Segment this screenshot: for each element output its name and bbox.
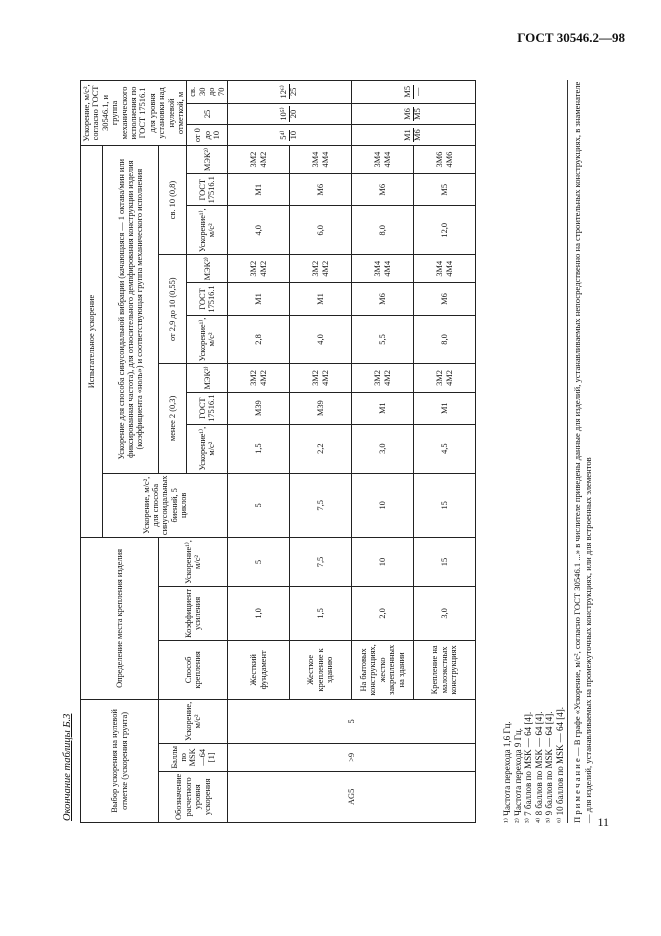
cell-m3	[352, 145, 414, 173]
footnote: ⁴⁾ 8 баллов по MSK — 64 [4].	[533, 711, 544, 823]
header-right-range-2: 25	[187, 103, 228, 125]
cell-msk: >9	[228, 743, 476, 771]
header-msk: Баллы по MSK—64 [1]	[159, 743, 228, 771]
cell-m3b: 4М6	[444, 151, 454, 168]
cell-m1	[228, 364, 290, 392]
fraction-num: М6	[403, 108, 413, 120]
cell-a3: 4,0	[228, 206, 290, 255]
cell-m3b: 4М2	[258, 151, 268, 168]
cell-g1: М39	[228, 392, 290, 424]
footnote: ⁶⁾ 10 баллов по MSK — 64 [4].	[554, 706, 565, 823]
cell-m1	[414, 364, 476, 392]
header-accel-ground: Ускорение, м/с²	[159, 699, 228, 743]
cell-acc: 15	[414, 538, 476, 587]
cell-m1b: 4М2	[382, 370, 392, 386]
cell-acc: 7,5	[290, 538, 352, 587]
header-sine-method: Ускорение для способа синусоидальной вибрации (качающаяся — 1 октава/мин или фиксированная частота), для относительного демпфирования конструкции изделия (коэффициента «ноль») и соответствующая группа механического исполнения	[103, 145, 159, 473]
header-gain: Коэффициент усиления	[159, 586, 228, 640]
cell-gain: 1,0	[228, 586, 290, 640]
header-range-1: менее 2 (0,3)	[159, 364, 187, 473]
cell-acc: 10	[352, 538, 414, 587]
cell-m3a: 3М6	[435, 151, 445, 168]
sub-accel: Ускорение¹⁾, м/с²	[187, 315, 228, 364]
sub-accel: Ускорение¹⁾, м/с²	[187, 424, 228, 473]
cell-m2a: 3М4	[373, 260, 383, 277]
cell-m2b: 4М2	[320, 260, 330, 277]
footnote: ¹⁾ Частота перехода 1,6 Гц.	[502, 721, 512, 823]
cell-m2	[290, 255, 352, 283]
page-number: 11	[597, 815, 609, 829]
cell-g3: М6	[352, 174, 414, 206]
cell-m3a: 3М4	[311, 151, 321, 168]
cell-m2b: 4М4	[382, 260, 392, 277]
footnote: ³⁾ 7 баллов по MSK — 64 [4].	[523, 711, 533, 823]
cell-acc: 5	[228, 538, 290, 587]
cell-g3: М1	[228, 174, 290, 206]
cell-beats: 7,5	[290, 473, 352, 538]
cell-m1a: 3М2	[435, 370, 445, 386]
cell-gain: 3,0	[414, 586, 476, 640]
header-right: Ускорение, м/с², согласно ГОСТ 30546.1, и группа механического исполнения по ГОСТ 17516.1 для уровня установки над нулевой отметкой, м	[81, 81, 187, 146]
table-note: П р и м е ч а н и е — В графе «Ускорение, м/с², согласно ГОСТ 30546.1 ...» в числителе приведены данные для изделий, устанавливаемых непосредственно на строительных конструкциях, в знаменателе — для изделий, устанавливаемых на промежуточных конструкциях, или для встроенных элементов	[572, 81, 593, 823]
sub-gost: ГОСТ 17516.1	[187, 174, 228, 206]
fraction-den: 20	[289, 109, 299, 119]
header-designation: Обозначение расчетного уровня ускорения	[159, 771, 228, 822]
cell-method: Жесткий фундамент	[228, 640, 290, 699]
fraction-num: М1	[403, 129, 413, 141]
cell-designation: AG5	[228, 771, 476, 822]
cell-beats: 5	[228, 473, 290, 538]
cell-method: На бытовых конструкциях, жестко закрепленных на здании	[352, 640, 414, 699]
document-code: ГОСТ 30546.2—98	[517, 30, 625, 45]
cell-m1a: 3М2	[373, 370, 383, 386]
cell-m1b: 4М2	[444, 370, 454, 386]
fraction-num: 12⁶⁾	[279, 85, 289, 99]
sub-accel: Ускорение¹⁾, м/с²	[187, 206, 228, 255]
rotated-table-block	[60, 80, 603, 823]
cell-gain: 2,0	[352, 586, 414, 640]
cell-a1: 4,5	[414, 424, 476, 473]
cell-g3: М6	[290, 174, 352, 206]
header-range-2: от 2,9 до 10 (0,55)	[159, 255, 187, 364]
cell-m1	[290, 364, 352, 392]
sub-gost: ГОСТ 17516.1	[187, 283, 228, 315]
cell-a1: 3,0	[352, 424, 414, 473]
cell-m2a: 3М2	[249, 260, 259, 277]
cell-m3b: 4М4	[320, 151, 330, 168]
cell-m3	[290, 145, 352, 173]
cell-m1	[352, 364, 414, 392]
cell-m3a: 3М4	[373, 151, 383, 168]
cell-m2	[228, 255, 290, 283]
header-mount-place: Определение места крепления изделия	[81, 538, 159, 700]
cell-m3b: 4М4	[382, 151, 392, 168]
cell-m2	[414, 255, 476, 283]
header-beats: Ускорение, м/с², для способа синусоидальных биений, 5 циклов	[103, 473, 228, 538]
cell-m2a: 3М4	[435, 260, 445, 277]
fraction-num: 5⁴⁾	[279, 130, 289, 140]
fraction-num: 10⁵⁾	[279, 107, 289, 121]
cell-beats: 10	[352, 473, 414, 538]
cell-beats: 15	[414, 473, 476, 538]
fraction-den: 10	[289, 130, 299, 140]
cell-m1b: 4М2	[320, 370, 330, 386]
cell-right-2	[228, 103, 352, 125]
sub-gost: ГОСТ 17516.1	[187, 392, 228, 424]
cell-m2a: 3М2	[311, 260, 321, 277]
header-accel1: Ускорение¹⁾, м/с²	[159, 538, 228, 587]
cell-method: Жесткое крепление к зданию	[290, 640, 352, 699]
footnote: ⁵⁾ 9 баллов по MSK — 64 [4].	[544, 711, 554, 823]
fraction-den: —	[413, 87, 423, 96]
note-divider	[567, 80, 568, 823]
cell-right-3	[228, 81, 352, 104]
cell-g3: М5	[414, 174, 476, 206]
cell-g2: М6	[414, 283, 476, 315]
header-right-range-3: св. 30 до 70	[187, 81, 228, 104]
cell-a3: 6,0	[290, 206, 352, 255]
cell-m3	[414, 145, 476, 173]
cell-m1b: 4М2	[258, 370, 268, 386]
cell-m2b: 4М4	[444, 260, 454, 277]
cell-g2: М1	[290, 283, 352, 315]
cell-a3: 8,0	[352, 206, 414, 255]
header-range-3: св. 10 (0,8)	[159, 145, 187, 254]
sub-mek: МЭК²⁾	[187, 145, 228, 173]
footnote: ²⁾ Частота перехода 9 Гц.	[512, 728, 523, 823]
cell-method: Крепление на малоэкстных конструкциях	[414, 640, 476, 699]
fraction-den: М6	[413, 129, 423, 141]
fraction-den: 25	[289, 87, 299, 96]
cell-m3	[228, 145, 290, 173]
cell-right-1	[228, 125, 352, 146]
cell-gain: 1,5	[290, 586, 352, 640]
cell-a1: 2,2	[290, 424, 352, 473]
fraction-den: М5	[413, 108, 423, 120]
cell-m3a: 3М2	[249, 151, 259, 168]
cell-g2: М6	[352, 283, 414, 315]
cell-a2: 4,0	[290, 315, 352, 364]
header-mount-method: Способ крепления	[159, 640, 228, 699]
fraction-num: М5	[403, 85, 413, 98]
cell-m2b: 4М2	[258, 260, 268, 277]
cell-m1a: 3М2	[249, 370, 259, 386]
cell-g2: М1	[228, 283, 290, 315]
header-selection: Выбор ускорения на нулевой отметке (ускорения грунта)	[81, 699, 159, 822]
cell-right-2	[352, 103, 476, 125]
table-row	[228, 81, 290, 823]
cell-right-1	[352, 125, 476, 146]
cell-g1: М39	[290, 392, 352, 424]
table-b3	[80, 80, 476, 823]
cell-m1a: 3М2	[311, 370, 321, 386]
header-test-accel: Испытательное ускорение	[81, 145, 103, 537]
cell-g1: М1	[352, 392, 414, 424]
cell-right-3	[352, 81, 476, 104]
header-right-range-1: от 0 до 10	[187, 125, 228, 146]
footnotes	[502, 707, 565, 823]
sub-mek: МЭК²⁾	[187, 364, 228, 392]
cell-accel-ground: 5	[228, 699, 476, 743]
cell-a2: 8,0	[414, 315, 476, 364]
table-continuation-title: Окончание таблицы Б.3	[62, 713, 73, 821]
cell-g1: М1	[414, 392, 476, 424]
cell-a2: 5,5	[352, 315, 414, 364]
cell-a1: 1,5	[228, 424, 290, 473]
cell-a2: 2,8	[228, 315, 290, 364]
cell-m2	[352, 255, 414, 283]
sub-mek: МЭК²⁾	[187, 255, 228, 283]
cell-a3: 12,0	[414, 206, 476, 255]
